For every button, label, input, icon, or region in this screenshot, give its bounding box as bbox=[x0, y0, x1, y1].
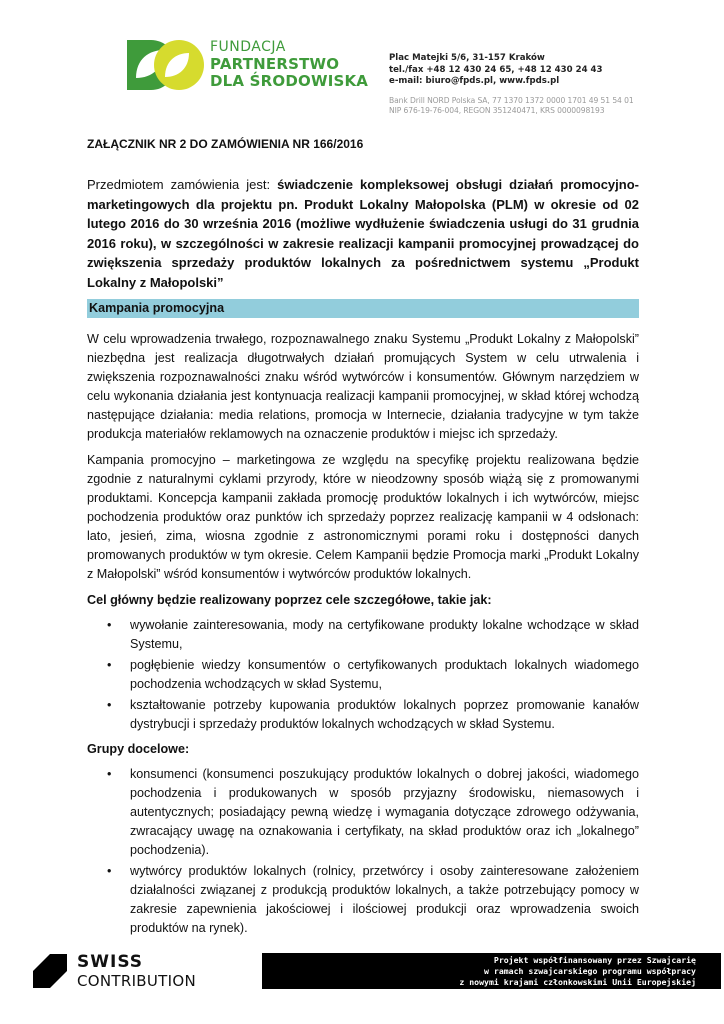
swiss-line2: CONTRIBUTION bbox=[77, 972, 196, 990]
org-name-line2: PARTNERSTWO bbox=[210, 55, 340, 73]
org-name-line1: FUNDACJA bbox=[210, 39, 286, 55]
contact-block bbox=[389, 53, 603, 88]
document-body bbox=[87, 137, 639, 944]
address: Plac Matejki 5/6, 31-157 Kraków bbox=[389, 53, 545, 63]
groups-heading: Grupy docelowe: bbox=[87, 742, 190, 756]
bullet-icon: • bbox=[107, 698, 112, 712]
bank-account: Bank Drill NORD Polska SA, 77 1370 1372 0000 1701 49 51 54 01 bbox=[389, 96, 634, 105]
intro-bold: świadczenie kompleksowej obsługi działań promocyjno-marketingowych dla projektu pn. Produkt Lokalny Małopolska (PLM) w okresie od 02 lutego 2016 do 30 września 2016 (możliwe wydłużenie świadczenia usługi do 31 grudnia 2016 roku), w szczególności w zakresie realizacji kampanii promocyjnej prowadzącej do zwiększenia sprzedaży produktów lokalnych za pośrednictwem systemu „Produkt Lokalny z Małopolski” bbox=[87, 177, 639, 290]
list-item-text: wywołanie zainteresowania, mody na certyfikowane produkty lokalne wchodzące w skład Systemu, bbox=[130, 618, 639, 651]
document-title: ZAŁĄCZNIK NR 2 DO ZAMÓWIENIA NR 166/2016 bbox=[87, 137, 364, 151]
intro-paragraph bbox=[87, 175, 639, 292]
list-item-text: pogłębienie wiedzy konsumentów o certyfikowanych produktach lokalnych wiadomego pochodzenia wchodzących w skład Systemu, bbox=[130, 658, 639, 691]
registry-numbers: NIP 676-19-76-004, REGON 351240471, KRS 0000098193 bbox=[389, 106, 605, 115]
list-item bbox=[87, 656, 639, 694]
organization-name bbox=[210, 39, 368, 90]
intro-prefix: Przedmiotem zamówienia jest: bbox=[87, 177, 278, 192]
list-item-text: kształtowanie potrzeby kupowania produktów lokalnych poprzez promowanie kanałów dystrybucji i sprzedaży produktów lokalnych wchodzących w skład Systemu. bbox=[130, 698, 639, 731]
org-name-line3: DLA ŚRODOWISKA bbox=[210, 72, 369, 90]
list-item bbox=[87, 616, 639, 654]
section-header-campaign: Kampania promocyjna bbox=[87, 299, 639, 318]
bullet-icon: • bbox=[107, 864, 112, 878]
email: e-mail: biuro@fpds.pl, www.fpds.pl bbox=[389, 76, 560, 86]
swiss-line1: SWISS bbox=[77, 952, 144, 972]
foundation-logo bbox=[125, 37, 205, 93]
goals-list bbox=[87, 616, 639, 734]
bullet-icon: • bbox=[107, 658, 112, 672]
project-footer-bar bbox=[262, 953, 721, 989]
groups-list bbox=[87, 765, 639, 938]
bullet-icon: • bbox=[107, 767, 112, 781]
bullet-icon: • bbox=[107, 618, 112, 632]
project-line2: w ramach szwajcarskiego programu współpracy bbox=[484, 966, 696, 976]
phone: tel./fax +48 12 430 24 65, +48 12 430 24 43 bbox=[389, 64, 603, 75]
list-item-text: konsumenci (konsumenci poszukujący produktów lokalnych o dobrej jakości, wiadomego pochodzenia i produkowanych w sposób przyjazny środowisku, niemasowych i autentycznych; posiadający pewną wiedzę i wymagania dotyczące zdrowego odżywania, zwracający uwagę na oznakowania i certyfikaty, na skład produktów oraz ich „lokalnego” pochodzenia). bbox=[130, 767, 639, 857]
bank-info bbox=[389, 96, 634, 116]
project-line3: z nowymi krajami członkowskimi Unii Europejskiej bbox=[459, 977, 696, 987]
paragraph-2: Kampania promocyjno – marketingowa ze względu na specyfikę projektu realizowana będzie zgodnie z naturalnymi cyklami przyrody, które w nieodzowny sposób wiążą się z promowanymi produktami. Koncepcja kampanii zakłada promocję produktów lokalnych i ich wytwórców, miejsc pochodzenia produktów oraz punktów ich sprzedaży poprzez realizację kampanii w 4 odsłonach: lato, jesień, zima, wiosna zgodnie z astronomicznymi porami roku i dostępności danych promowanych produktów w tym okresie. Celem Kampanii będzie Promocja marki „Produkt Lokalny z Małopolski” wśród konsumentów i wytwórców produktów lokalnych. bbox=[87, 453, 639, 581]
project-line1: Projekt współfinansowany przez Szwajcarię bbox=[493, 955, 696, 965]
goals-heading: Cel główny będzie realizowany poprzez cele szczegółowe, takie jak: bbox=[87, 593, 492, 607]
swiss-contribution-logo bbox=[33, 954, 67, 988]
list-item-text: wytwórcy produktów lokalnych (rolnicy, przetwórcy i osoby zainteresowane założeniem działalności związanej z produkcją produktów lokalnych, a także potrzebujący pomocy w zakresie zapewnienia jakościowej i ilościowej produkcji oraz wprowadzenia swoich produktów na rynek). bbox=[130, 864, 639, 935]
swiss-contribution-text bbox=[77, 953, 196, 991]
list-item bbox=[87, 696, 639, 734]
paragraph-1: W celu wprowadzenia trwałego, rozpoznawalnego znaku Systemu „Produkt Lokalny z Małopolski” niezbędna jest realizacja długotrwałych działań promujących System w celu utrwalenia i zwiększenia rozpoznawalności znaku wśród wytwórców i konsumentów. Głównym narzędziem w celu wykonania działania jest kontynuacja realizacji kampanii promocyjnej, w skład której wchodzą następujące działania: media relations, promocja w Internecie, działania tradycyjne w tym także produkcja materiałów reklamowych na oznaczenie produktów i miejsc ich sprzedaży. bbox=[87, 332, 639, 441]
list-item bbox=[87, 765, 639, 860]
list-item bbox=[87, 862, 639, 938]
